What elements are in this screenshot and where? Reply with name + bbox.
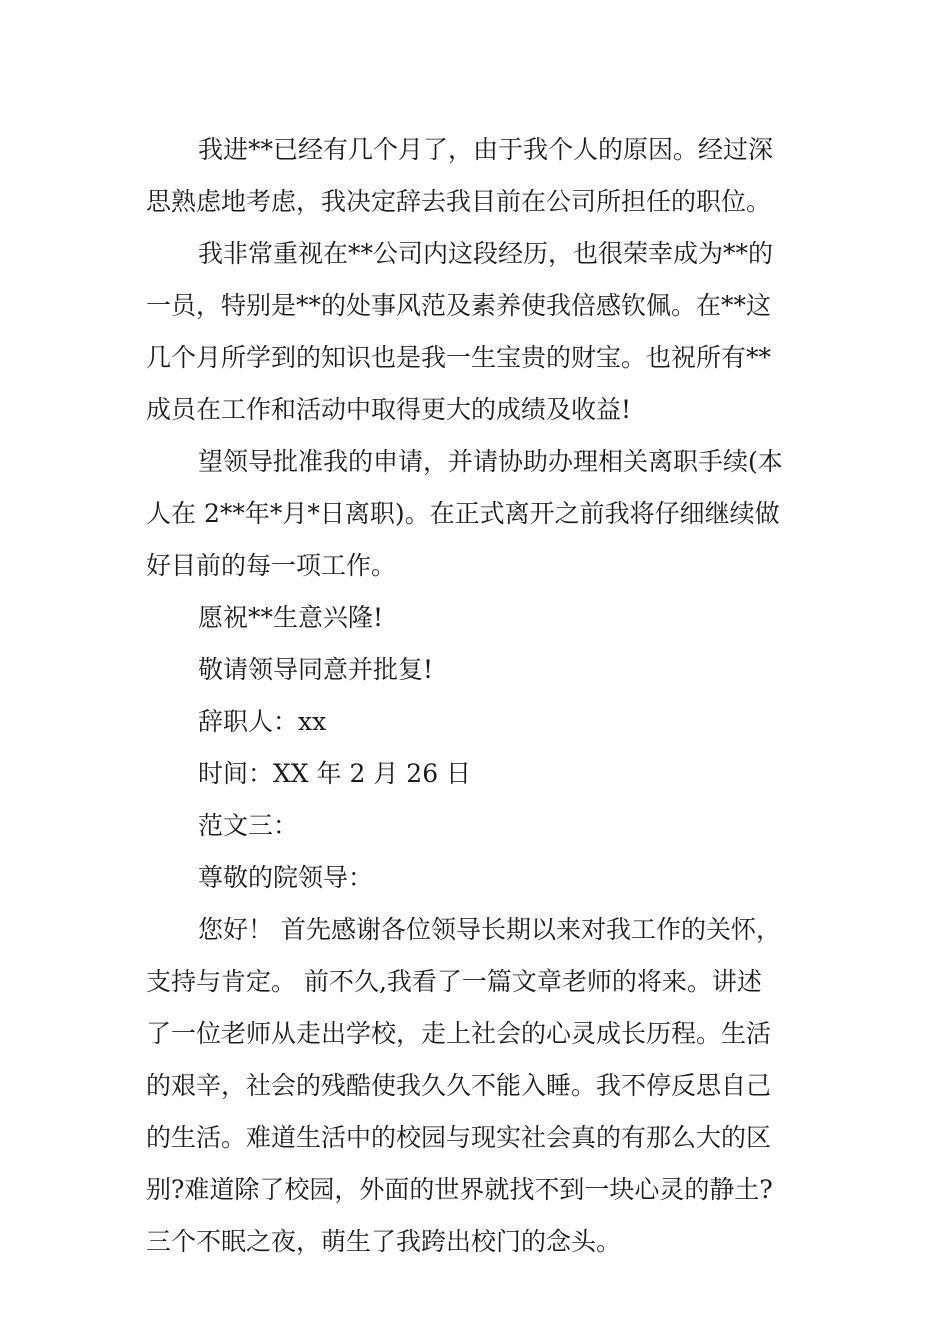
text-line: 思熟虑地考虑，我决定辞去我目前在公司所担任的职位。 [146,187,772,216]
text-line: 的艰辛，社会的残酷使我久久不能入睡。我不停反思自己 [146,1071,772,1100]
text-line: 支持与肯定。 前不久,我看了一篇文章老师的将来。讲述 [146,967,762,996]
text-line: 望领导批准我的申请，并请协助办理相关离职手续(本 [198,447,783,476]
text-line: 我非常重视在**公司内这段经历，也很荣幸成为**的 [198,239,774,268]
text-line: 成员在工作和活动中取得更大的成绩及收益! [146,395,632,424]
paragraph-3 [146,436,816,592]
salutation [146,852,816,904]
text-line: 范文三： [198,811,299,840]
paragraph-1 [146,124,816,228]
text-line: 敬请领导同意并批复! [198,655,434,684]
text-line: 我进**已经有几个月了，由于我个人的原因。经过深 [198,135,774,164]
text-line: 尊敬的院领导： [198,863,374,892]
text-line: 一员，特别是**的处事风范及素养使我倍感钦佩。在**这 [146,291,772,320]
text-line: 时间：XX 年 2 月 26 日 [198,759,472,788]
signatory-line [146,696,816,748]
text-line: 了一位老师从走出学校，走上社会的心灵成长历程。生活 [146,1019,772,1048]
paragraph-4 [146,904,816,1268]
date-line [146,748,816,800]
text-line: 辞职人：xx [198,707,327,736]
text-line: 好目前的每一项工作。 [146,551,397,580]
text-line: 三个不眠之夜，萌生了我跨出校门的念头。 [146,1227,622,1256]
text-line: 别?难道除了校园，外面的世界就找不到一块心灵的静土? [146,1175,773,1204]
request-line [146,644,816,696]
text-line: 人在 2**年*月*日离职)。在正式离开之前我将仔细继续做 [146,499,780,528]
text-line: 您好！ 首先感谢各位领导长期以来对我工作的关怀， [198,915,781,944]
wish-line [146,592,816,644]
section-heading [146,800,816,852]
text-line: 愿祝**生意兴隆! [198,603,384,632]
paragraph-2 [146,228,816,436]
text-line: 的生活。难道生活中的校园与现实社会真的有那么大的区 [146,1123,772,1152]
document-body [146,124,816,1268]
text-line: 几个月所学到的知识也是我一生宝贵的财宝。也祝所有** [146,343,772,372]
